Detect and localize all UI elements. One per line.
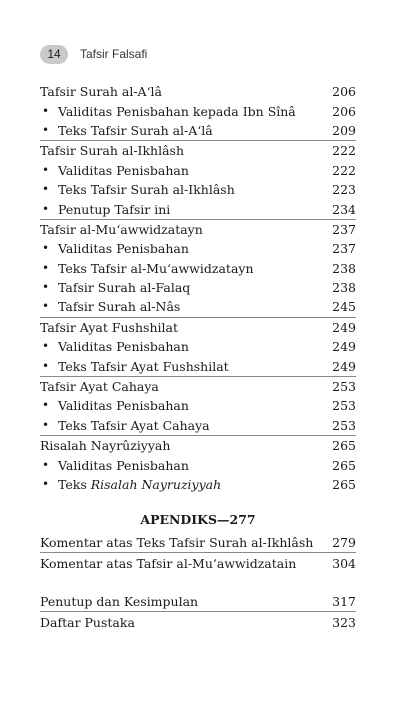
toc-subitem-title: • Penutup Tafsir ini xyxy=(40,202,170,217)
toc-appendix-row[interactable] xyxy=(40,533,356,552)
toc-subitem-row[interactable] xyxy=(40,259,356,278)
toc-subitem-title: • Validitas Penisbahan kepada Ibn Sînâ xyxy=(40,104,296,119)
toc-closing-row[interactable] xyxy=(40,592,356,611)
toc-page-number: 206 xyxy=(332,103,356,119)
toc-subitem-title: • Teks Tafsir Surah al-Ikhlâsh xyxy=(40,182,235,197)
toc-page-number: 249 xyxy=(332,358,356,374)
toc-subitem-title: • Validitas Penisbahan xyxy=(40,241,189,256)
closing-list xyxy=(40,592,356,632)
toc-page-number: 206 xyxy=(332,84,356,100)
toc-subitem-title: • Tafsir Surah al-Falaq xyxy=(40,280,190,295)
toc-page-number: 304 xyxy=(332,555,356,571)
toc-subitem-row[interactable] xyxy=(40,278,356,297)
toc-subitem-row[interactable] xyxy=(40,356,356,375)
toc-section-title: Tafsir Surah al-Ikhlâsh xyxy=(40,143,185,159)
toc-appendix-title: Komentar atas Tafsir al-Mu‘awwidzatain xyxy=(40,555,297,571)
toc-page-number: 209 xyxy=(332,122,356,138)
toc-subitem-title: • Validitas Penisbahan xyxy=(40,458,189,473)
toc-subitem-title: • Teks Tafsir Surah al-A‘lâ xyxy=(40,123,213,138)
toc-subitem-title: • Teks Tafsir al-Mu‘awwidzatayn xyxy=(40,261,254,276)
toc-subitem-row[interactable] xyxy=(40,337,356,356)
toc-section-row[interactable] xyxy=(40,220,356,239)
toc-page-number: 265 xyxy=(332,438,356,454)
toc-section-row[interactable] xyxy=(40,377,356,396)
toc-subitem-title: • Teks Tafsir Ayat Fushshilat xyxy=(40,359,229,374)
toc-subitem-title: • Teks Tafsir Ayat Cahaya xyxy=(40,418,210,433)
toc-section-row[interactable] xyxy=(40,318,356,337)
toc-page-number: 238 xyxy=(332,280,356,296)
toc-subitem-row[interactable] xyxy=(40,121,356,140)
appendix-heading: APENDIKS—277 xyxy=(140,512,256,527)
toc-section-title: Tafsir Surah al-A‘lâ xyxy=(40,84,162,100)
toc-section-title: Tafsir al-Mu‘awwidzatayn xyxy=(40,221,203,237)
toc-section-row[interactable] xyxy=(40,141,356,160)
toc-subitem-row[interactable] xyxy=(40,455,356,474)
toc-subitem-title: • Validitas Penisbahan xyxy=(40,339,189,354)
toc-subitem-title-prefix: Teks xyxy=(58,477,91,492)
toc-closing-title: Penutup dan Kesimpulan xyxy=(40,594,199,610)
toc-subitem-row[interactable] xyxy=(40,416,356,435)
toc-page-number: 238 xyxy=(332,260,356,276)
toc-subitem-row[interactable] xyxy=(40,297,356,316)
toc-page-number: 237 xyxy=(332,241,356,257)
page-header xyxy=(40,44,147,64)
toc-page-number: 265 xyxy=(332,477,356,492)
toc-appendix-row[interactable] xyxy=(40,553,356,572)
toc-page-number: 249 xyxy=(332,319,356,335)
toc-page-number: 223 xyxy=(332,182,356,198)
toc-page-number: 323 xyxy=(332,614,356,630)
toc-closing-row[interactable] xyxy=(40,612,356,631)
toc-page-number: 245 xyxy=(332,299,356,315)
toc-subitem-row[interactable] xyxy=(40,199,356,218)
toc-section-title: Tafsir Ayat Cahaya xyxy=(40,379,159,395)
toc-closing-title: Daftar Pustaka xyxy=(40,614,135,630)
toc-appendix-title: Komentar atas Teks Tafsir Surah al-Ikhlâsh xyxy=(40,535,314,551)
toc-page-number: 317 xyxy=(332,594,356,610)
toc-page-number: 249 xyxy=(332,339,356,355)
toc-subitem-row[interactable] xyxy=(40,475,356,494)
toc-page-number: 237 xyxy=(332,221,356,237)
toc-section-row[interactable] xyxy=(40,82,356,101)
toc-subitem-title-italic: Risalah Nayruziyyah xyxy=(90,477,222,492)
page-number-badge: 14 xyxy=(40,45,68,64)
toc-subitem-row[interactable] xyxy=(40,239,356,258)
toc-page-number: 253 xyxy=(332,398,356,414)
toc-subitem-row[interactable] xyxy=(40,396,356,415)
toc-section-title: Tafsir Ayat Fushshilat xyxy=(40,319,178,335)
toc-subitem-title: • Validitas Penisbahan xyxy=(40,398,189,413)
toc-page-number: 222 xyxy=(332,162,356,178)
table-of-contents xyxy=(40,82,356,494)
toc-section-row[interactable] xyxy=(40,436,356,455)
toc-subitem-row[interactable] xyxy=(40,180,356,199)
toc-page-number: 222 xyxy=(332,143,356,159)
toc-subitem-title: • Validitas Penisbahan xyxy=(40,163,189,178)
toc-page-number: 253 xyxy=(332,379,356,395)
running-title: Tafsir Falsafi xyxy=(80,47,148,61)
appendix-list xyxy=(40,533,356,573)
toc-subitem-title: • Tafsir Surah al-Nâs xyxy=(40,299,180,314)
toc-section-title: Risalah Nayrûziyyah xyxy=(40,438,171,454)
toc-subitem-row[interactable] xyxy=(40,101,356,120)
toc-page-number: 234 xyxy=(332,201,356,217)
toc-page-number: 265 xyxy=(332,457,356,473)
toc-page-number: 279 xyxy=(332,535,356,551)
toc-page-number: 253 xyxy=(332,417,356,433)
toc-subitem-title xyxy=(40,477,221,492)
toc-subitem-row[interactable] xyxy=(40,161,356,180)
